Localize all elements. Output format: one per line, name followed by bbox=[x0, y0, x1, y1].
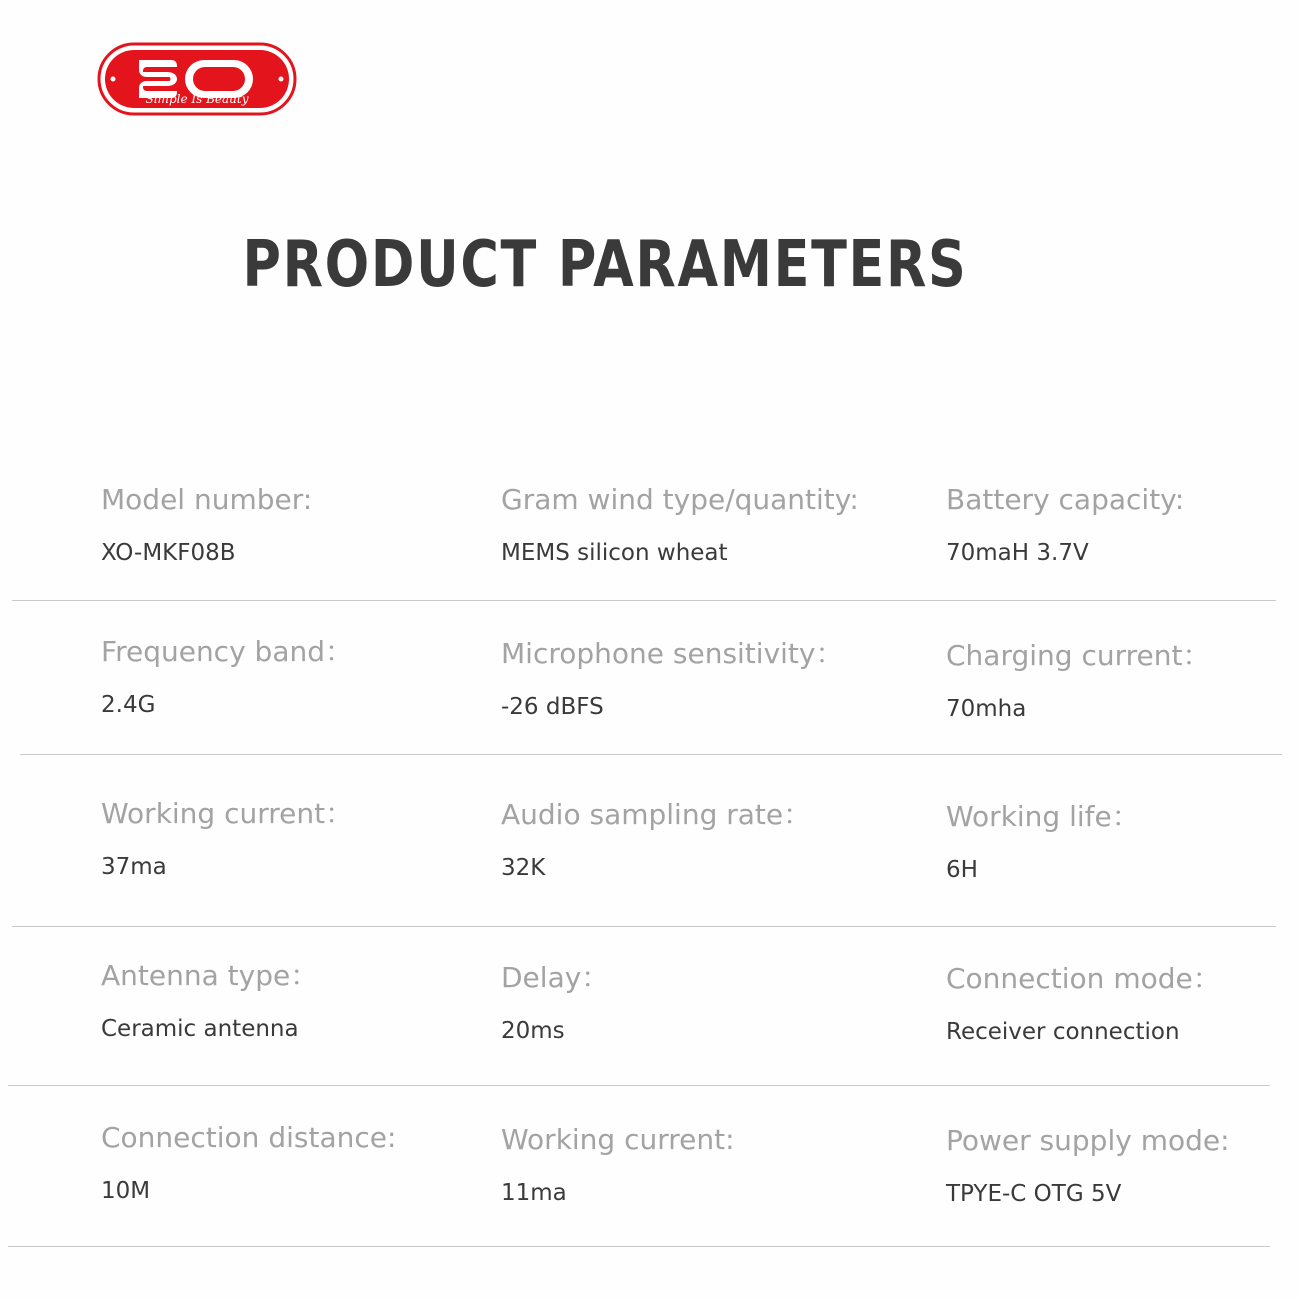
param-delay bbox=[501, 961, 610, 1044]
param-power-supply-mode bbox=[946, 1124, 1230, 1207]
param-microphone-sensitivity bbox=[501, 637, 844, 720]
param-label: Gram wind type/quantity: bbox=[501, 483, 859, 516]
param-value: 70maH 3.7V bbox=[946, 540, 1089, 566]
param-label: Frequency band： bbox=[101, 635, 354, 668]
param-label: Connection distance: bbox=[101, 1121, 397, 1154]
param-value: 37ma bbox=[101, 854, 167, 880]
row-divider bbox=[8, 1246, 1270, 1247]
param-value: Receiver connection bbox=[946, 1019, 1180, 1045]
logo-tagline: Simple Is Beauty bbox=[145, 92, 249, 106]
page-title: PRODUCT PARAMETERS bbox=[242, 228, 968, 302]
param-label: Battery capacity: bbox=[946, 483, 1185, 516]
param-label: Delay： bbox=[501, 961, 610, 994]
param-connection-mode bbox=[946, 962, 1221, 1045]
param-label: Power supply mode: bbox=[946, 1124, 1230, 1157]
row-divider bbox=[20, 754, 1282, 755]
param-label: Working current： bbox=[101, 797, 354, 830]
param-antenna-type bbox=[101, 959, 319, 1042]
param-gram-wind-type bbox=[501, 483, 859, 566]
row-divider bbox=[8, 1085, 1270, 1086]
param-working-life bbox=[946, 800, 1140, 883]
param-value: -26 dBFS bbox=[501, 694, 604, 720]
param-connection-distance bbox=[101, 1121, 397, 1204]
param-label: Microphone sensitivity： bbox=[501, 637, 844, 670]
param-label: Audio sampling rate： bbox=[501, 798, 812, 831]
param-value: 20ms bbox=[501, 1018, 565, 1044]
param-model-number bbox=[101, 483, 313, 566]
param-frequency-band bbox=[101, 635, 354, 718]
param-value: 10M bbox=[101, 1178, 151, 1204]
param-value: Ceramic antenna bbox=[101, 1016, 299, 1042]
param-working-current bbox=[101, 797, 354, 880]
param-value: 2.4G bbox=[101, 692, 156, 718]
param-label: Working current: bbox=[501, 1123, 735, 1156]
param-value: TPYE-C OTG 5V bbox=[946, 1181, 1122, 1207]
param-label: Antenna type： bbox=[101, 959, 319, 992]
param-label: Connection mode： bbox=[946, 962, 1221, 995]
param-value: 70mha bbox=[946, 696, 1027, 722]
param-value: MEMS silicon wheat bbox=[501, 540, 728, 566]
row-divider bbox=[12, 926, 1276, 927]
param-label: Charging current： bbox=[946, 639, 1211, 672]
param-value: 6H bbox=[946, 857, 978, 883]
param-working-current-2 bbox=[501, 1123, 735, 1206]
param-charging-current bbox=[946, 639, 1211, 722]
param-value: 11ma bbox=[501, 1180, 567, 1206]
param-value: XO-MKF08B bbox=[101, 540, 236, 566]
param-battery-capacity bbox=[946, 483, 1185, 566]
param-audio-sampling-rate bbox=[501, 798, 812, 881]
param-value: 32K bbox=[501, 855, 546, 881]
row-divider bbox=[12, 600, 1276, 601]
param-label: Model number: bbox=[101, 483, 313, 516]
param-label: Working life： bbox=[946, 800, 1140, 833]
